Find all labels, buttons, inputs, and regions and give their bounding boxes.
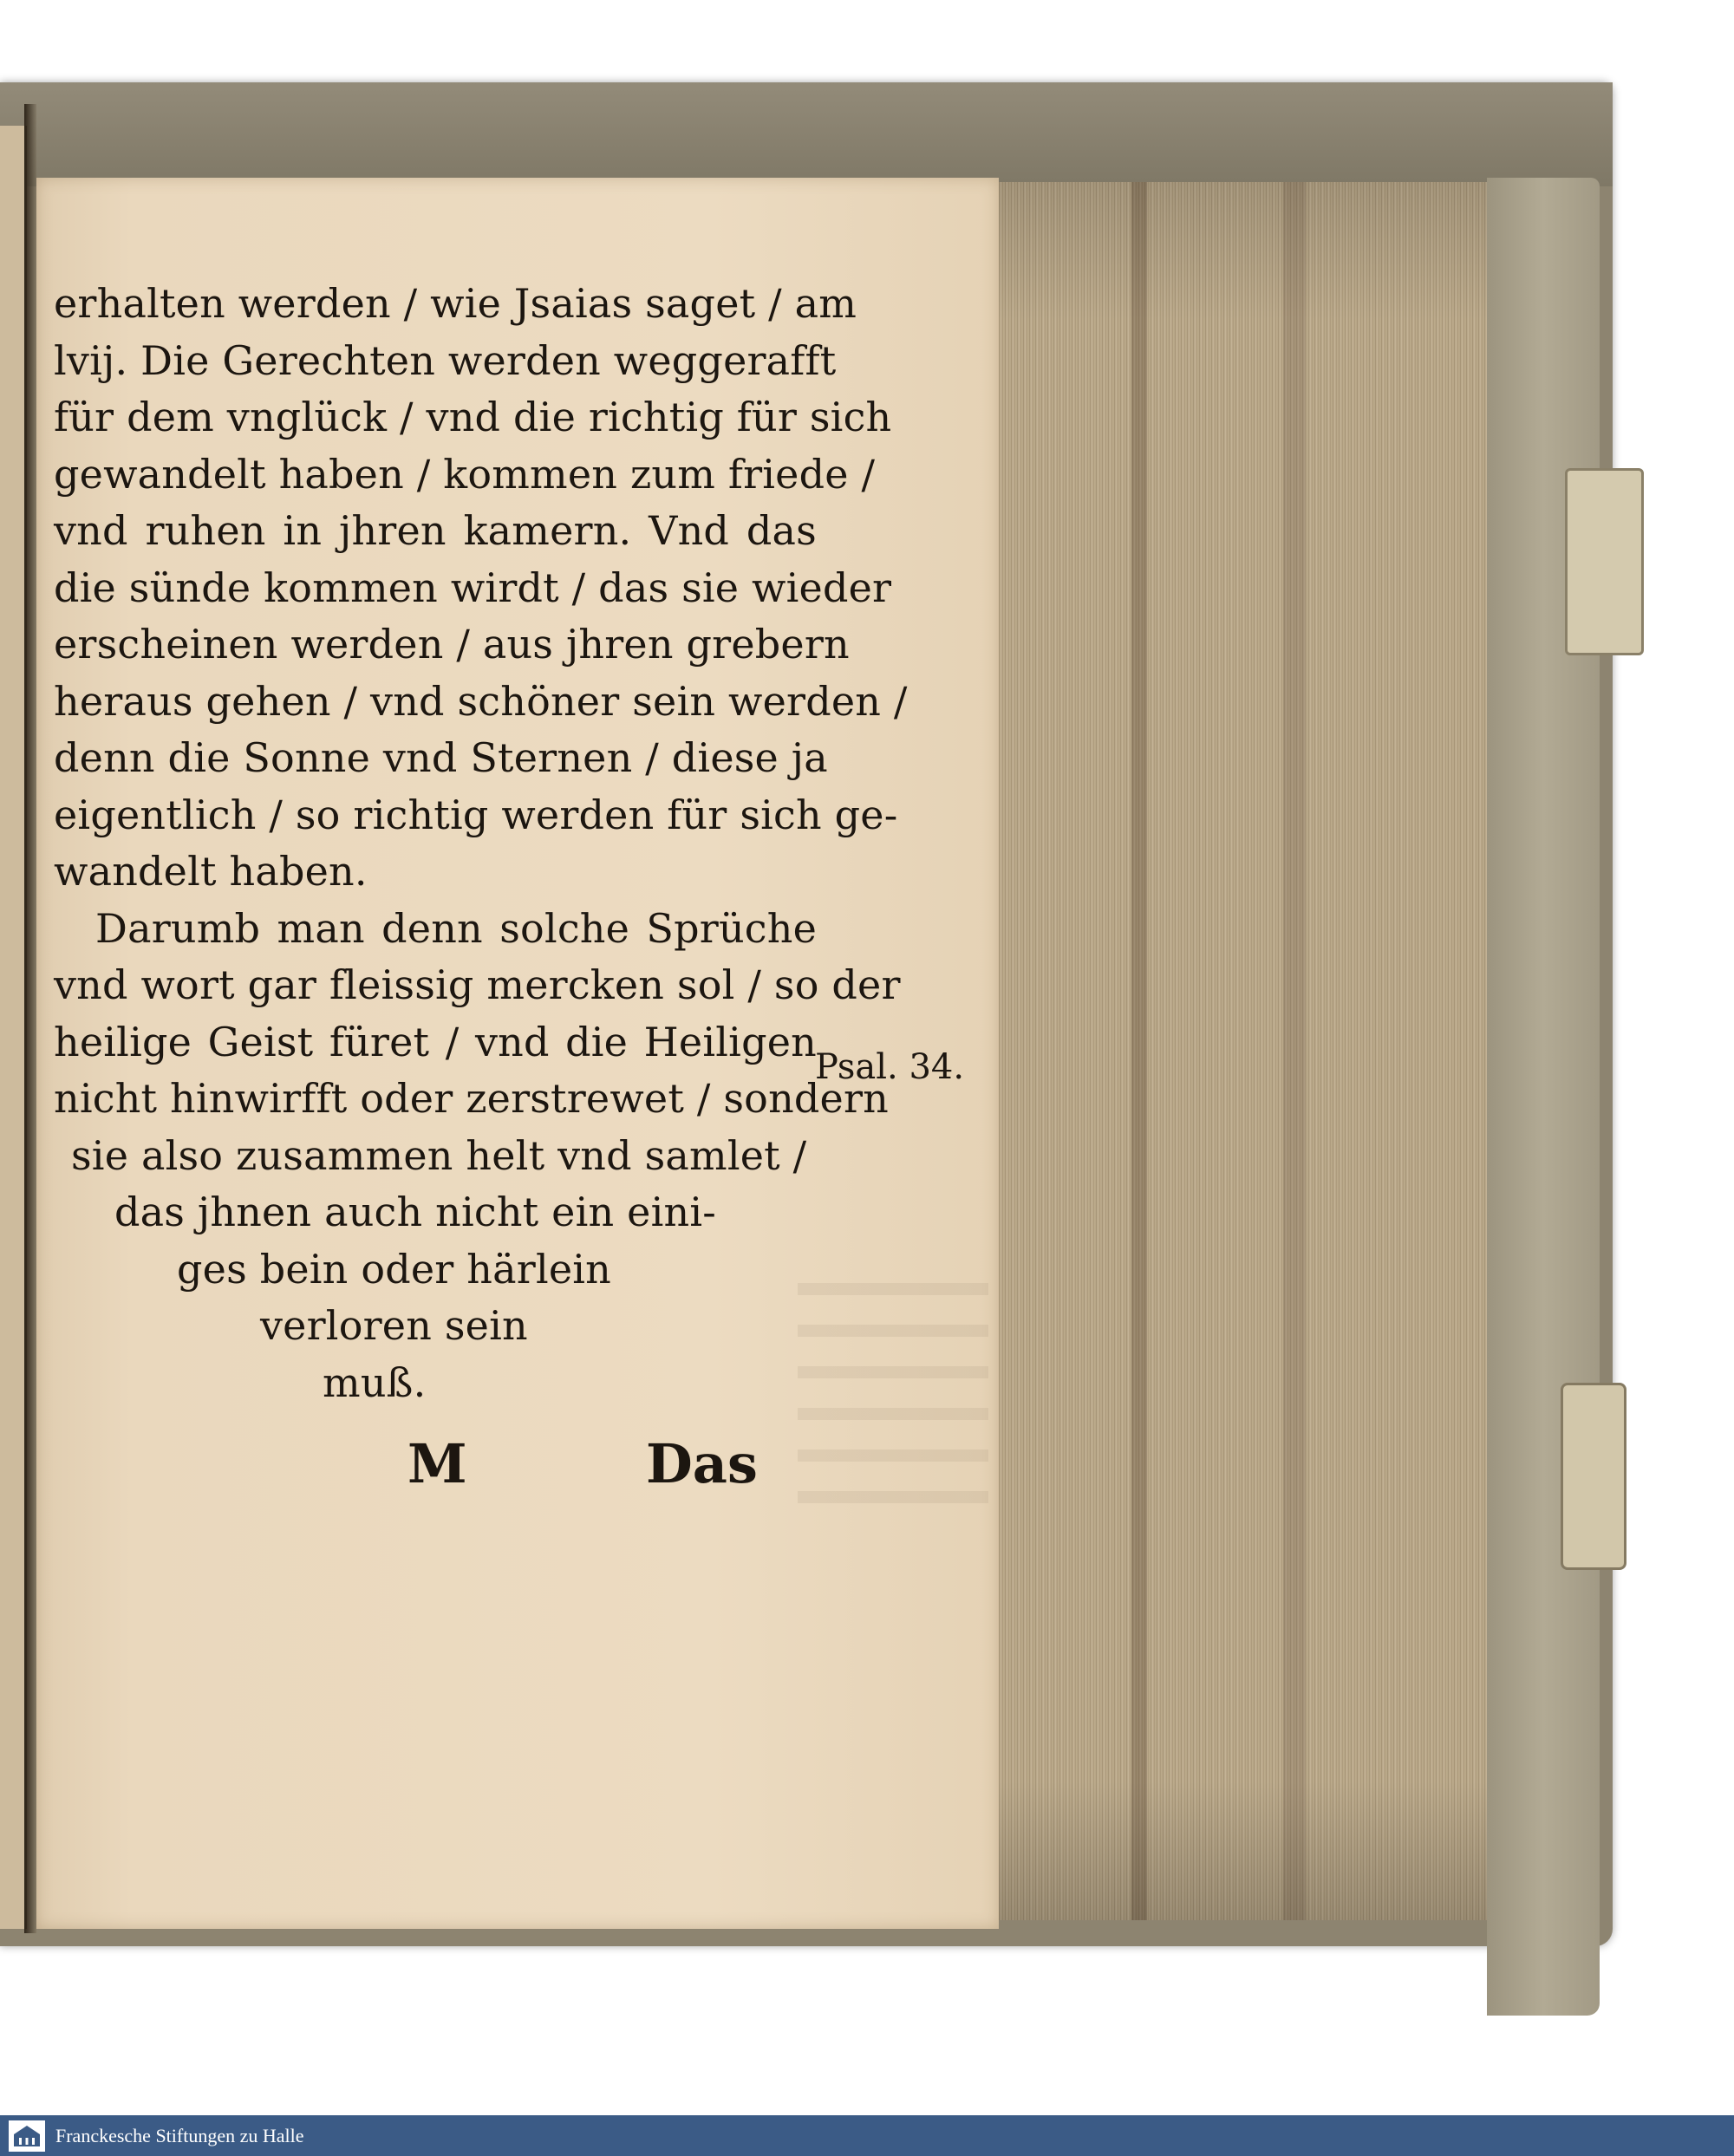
text-line: eigentlich / so richtig werden für sich ge-: [54, 791, 898, 838]
text-line: gewandelt haben / kommen zum friede /: [54, 450, 876, 498]
clasp-bottom: [1561, 1383, 1626, 1570]
book-cover-top: [0, 82, 1613, 186]
marginal-note: Psal. 34.: [815, 1047, 965, 1087]
gutter-shadow: [24, 104, 36, 1933]
show-through-text: [798, 1283, 988, 1508]
institution-name: Franckesche Stiftungen zu Halle: [55, 2124, 304, 2146]
text-line: nicht hinwirfft oder zerstrewet / sondern: [54, 1075, 889, 1122]
text-line: sie also zusammen helt vnd samlet /: [71, 1131, 807, 1179]
text-line: erhalten werden / wie Jsaias saget / am: [54, 280, 857, 327]
institution-logo-icon: [9, 2120, 45, 2152]
text-line: heraus gehen / vnd schöner sein werden /: [54, 677, 908, 725]
page-edge-shadow: [975, 182, 1487, 1920]
text-line: für dem vnglück / vnd die richtig für sich: [54, 394, 892, 440]
text-line: heilige Geist füret / vnd die Heiligen: [54, 1018, 817, 1065]
text-line: muß.: [323, 1358, 427, 1406]
catchword: Das: [646, 1432, 758, 1495]
text-line: ges bein oder härlein: [177, 1245, 612, 1293]
text-line: die sünde kommen wirdt / das sie wieder: [54, 563, 892, 611]
left-page-edge: [0, 126, 27, 1929]
text-line: lvij. Die Gerechten werden weggerafft: [54, 336, 837, 384]
clasp-top: [1565, 468, 1644, 655]
text-line: wandelt haben.: [54, 848, 368, 895]
text-line: das jhnen auch nicht ein eini-: [114, 1189, 716, 1235]
text-line: Darumb man denn solche Sprüche: [95, 904, 817, 952]
text-line: verloren sein: [260, 1302, 528, 1349]
signature-mark: M: [407, 1432, 467, 1495]
text-line: erscheinen werden / aus jhren grebern: [54, 621, 850, 668]
book-cover-right: [1487, 178, 1600, 2016]
footer-bar: [0, 2115, 1734, 2156]
text-line: vnd ruhen in jhren kamern. Vnd das: [54, 507, 817, 554]
text-line: denn die Sonne vnd Sternen / diese ja: [54, 734, 828, 781]
text-line: vnd wort gar fleissig mercken sol / so der: [54, 961, 901, 1008]
